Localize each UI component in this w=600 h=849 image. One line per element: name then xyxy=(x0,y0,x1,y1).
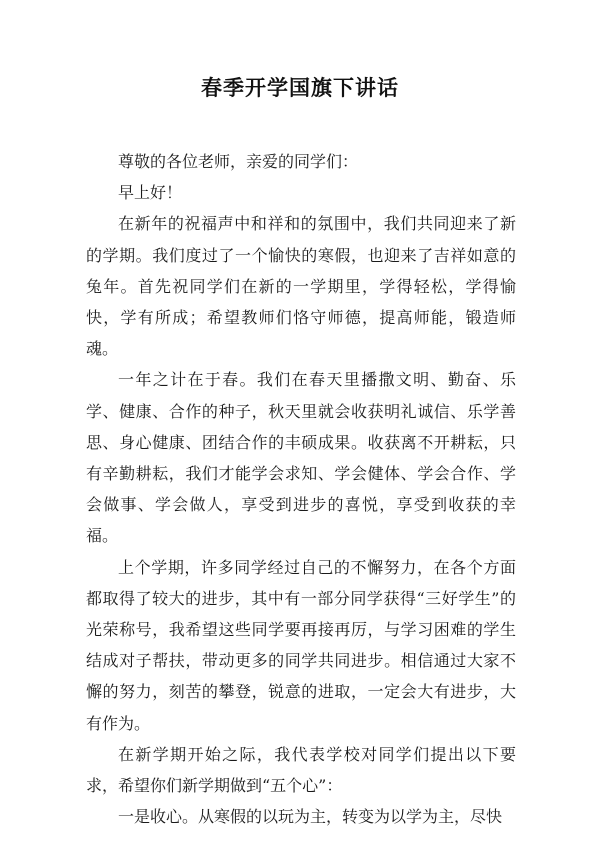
paragraph-last-semester: 上个学期，许多同学经过自己的不懈努力，在各个方面都取得了较大的进步，其中有一部分同学获得“三好学生”的光荣称号，我希望这些同学要再接再厉，与学习困难的学生结成对子帮扶，带动更多的同学共同进步。相信通过大家不懈的努力，刻苦的攀登，锐意的进取，一定会大有进步，大有作为。 xyxy=(86,557,516,733)
document-title: 春季开学国旗下讲话 xyxy=(201,76,399,100)
paragraph-new-semester: 在新年的祝福声中和祥和的氛围中，我们共同迎来了新的学期。我们度过了一个愉快的寒假，也迎来了吉祥如意的兔年。首先祝同学们在新的一学期里，学得轻松，学得愉快，学有所成；希望教师们恪守师德，提高师能，锻造师魂。 xyxy=(86,214,516,359)
document-body xyxy=(86,146,516,832)
paragraph-greeting: 尊敬的各位老师，亲爱的同学们： xyxy=(118,152,359,171)
paragraph-requirements: 在新学期开始之际，我代表学校对同学们提出以下要求，希望你们新学期做到“五个心”： xyxy=(86,744,516,796)
paragraph-spring-plan: 一年之计在于春。我们在春天里播撒文明、勤奋、乐学、健康、合作的种子，秋天里就会收获明礼诚信、乐学善思、身心健康、团结合作的丰硕成果。收获离不开耕耘，只有辛勤耕耘，我们才能学会求知、学会健体、学会合作、学会做事、学会做人，享受到进步的喜悦，享受到收获的幸福。 xyxy=(86,370,516,546)
paragraph-first-point: 一是收心。从寒假的以玩为主，转变为以学为主，尽快 xyxy=(118,807,503,827)
paragraph-good-morning: 早上好！ xyxy=(118,183,183,203)
